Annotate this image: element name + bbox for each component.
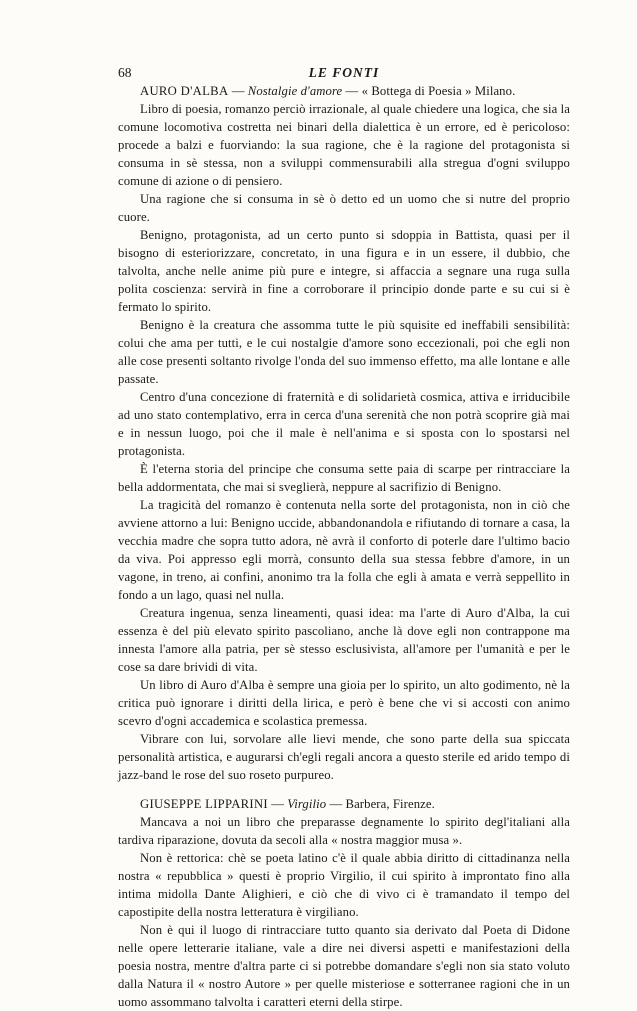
section-spacer [118,784,570,795]
page-number: 68 [118,65,132,80]
paragraph: Un libro di Auro d'Alba è sempre una gioia per lo spirito, un alto godimento, nè la critica può ignorare i diritti della lirica, e però è bene che vi si accosti con animo scevro d'ogni accademica e scolastica premessa. [118,678,570,728]
review-author: GIUSEPPE LIPPARINI [140,797,268,811]
review-auro-dalba [118,82,570,784]
review-heading [118,795,570,813]
paragraph: Centro d'una concezione di fraternità e di solidarietà cosmica, attiva e irriducibile ad uno stato contemplativo, erra in cerca d'una serenità che non potrà scoprire già mai e in nessun luogo, poi che il male è nell'anima e si sposta con lo spostarsi nel protagonista. [118,390,570,458]
page-header [118,64,570,82]
paragraph: Non è qui il luogo di rintracciare tutto quanto sia derivato dal Poeta di Didone nelle opere letterarie italiane, vale a dire nei diversi aspetti e manifestazioni della poesia nostra, mentre d'altra parte ci si potrebbe domandare s'egli non sia stato voluto dalla Natura il « nostro Autore » per quelle misteriose e sotterranee ragioni che in un uomo assommano talvolta i caratteri eterni della stirpe. [118,923,570,1009]
paragraph: Una ragione che si consuma in sè ò detto ed un uomo che si nutre del proprio cuore. [118,192,570,224]
running-title: LE FONTI [308,65,380,80]
page-content [118,82,570,1011]
paragraph: Creatura ingenua, senza lineamenti, quasi idea: ma l'arte di Auro d'Alba, la cui essenza è del più elevato spirito pascoliano, anche là dove egli non contrappone ma innesta l'amore alla patria, per sè stesso esclusivista, all'amore per l'umanità e per le cose sa dare brividi di vita. [118,606,570,674]
paragraph: Benigno, protagonista, ad un certo punto si sdoppia in Battista, quasi per il bisogno di esteriorizzare, concretato, in una figura e in un essere, il dubbio, che talvolta, anche nelle anime più pure e integre, si affaccia a segnare una ruga sulla polita coscienza: servirà in fine a corroborare il principio donde parte e su cui si è fermato lo spirito. [118,228,570,314]
paragraph: Vibrare con lui, sorvolare alle lievi mende, che sono parte della sua spiccata personalità artistica, e augurarsi ch'egli regali ancora a questo sterile ed arido tempo di jazz-band le rose del suo roseto purpureo. [118,732,570,782]
paragraph: Benigno è la creatura che assomma tutte le più squisite ed ineffabili sensibilità: colui che ama per tutti, e le cui nostalgie d'amore sono eccezionali, poi che egli non alle cose presenti soltanto rivolge l'onda del suo immenso effetto, ma alle lontane e alle passate. [118,318,570,386]
review-author: AURO D'ALBA [140,84,229,98]
paragraph: Libro di poesia, romanzo perciò irrazionale, al quale chiedere una logica, che sia la comune locomotiva costretta nei binari della dialettica è un errore, ed è pericoloso: procede a balzi e fuorviando: la sua ragione, che è la ragione del protagonista si consuma in sè stessa, non a sviluppi commensurabili alla stregua d'ogni sviluppo comune di azione o di pensiero. [118,102,570,188]
review-giuseppe-lipparini [118,795,570,1011]
publisher: — Barbera, Firenze. [326,797,435,811]
paragraph: Non è rettorica: chè se poeta latino c'è il quale abbia diritto di cittadinanza nella nostra « repubblica » questi è proprio Virgilio, il cui spirito à improntato fino alla intima midolla Dante Alighieri, e ciò che di vivo ci è tramandato il tempo del capostipite della nostra letteratura è virgiliano. [118,851,570,919]
paragraph: È l'eterna storia del principe che consuma sette paia di scarpe per rintracciare la bella addormentata, che mai si sveglierà, neppure al sacrifizio di Benigno. [118,462,570,494]
heading-separator: — [267,797,288,811]
book-title: Virgilio [287,797,327,811]
paragraph: La tragicità del romanzo è contenuta nella sorte del protagonista, non in ciò che avviene attorno a lui: Benigno uccide, abbandonandola e rifiutando di tornare a casa, la vecchia madre che sopra tutto adora, nè avrà il conforto di poterle dare l'ultimo bacio da viva. Poi appresso egli morrà, consunto della sua stessa febbre d'amore, in un vagone, in treno, ai confini, anonimo tra la folla che egli à amata e verrà seppellito in fondo a un lago, quasi nel nulla. [118,498,570,602]
paragraph: Mancava a noi un libro che preparasse degnamente lo spirito degl'italiani alla tardiva riparazione, dovuta da secoli alla « nostra maggior musa ». [118,815,570,847]
review-heading [118,82,570,100]
heading-separator: — [228,84,248,98]
publisher: — « Bottega di Poesia » Milano. [342,84,516,98]
book-title: Nostalgie d'amore [247,84,343,98]
